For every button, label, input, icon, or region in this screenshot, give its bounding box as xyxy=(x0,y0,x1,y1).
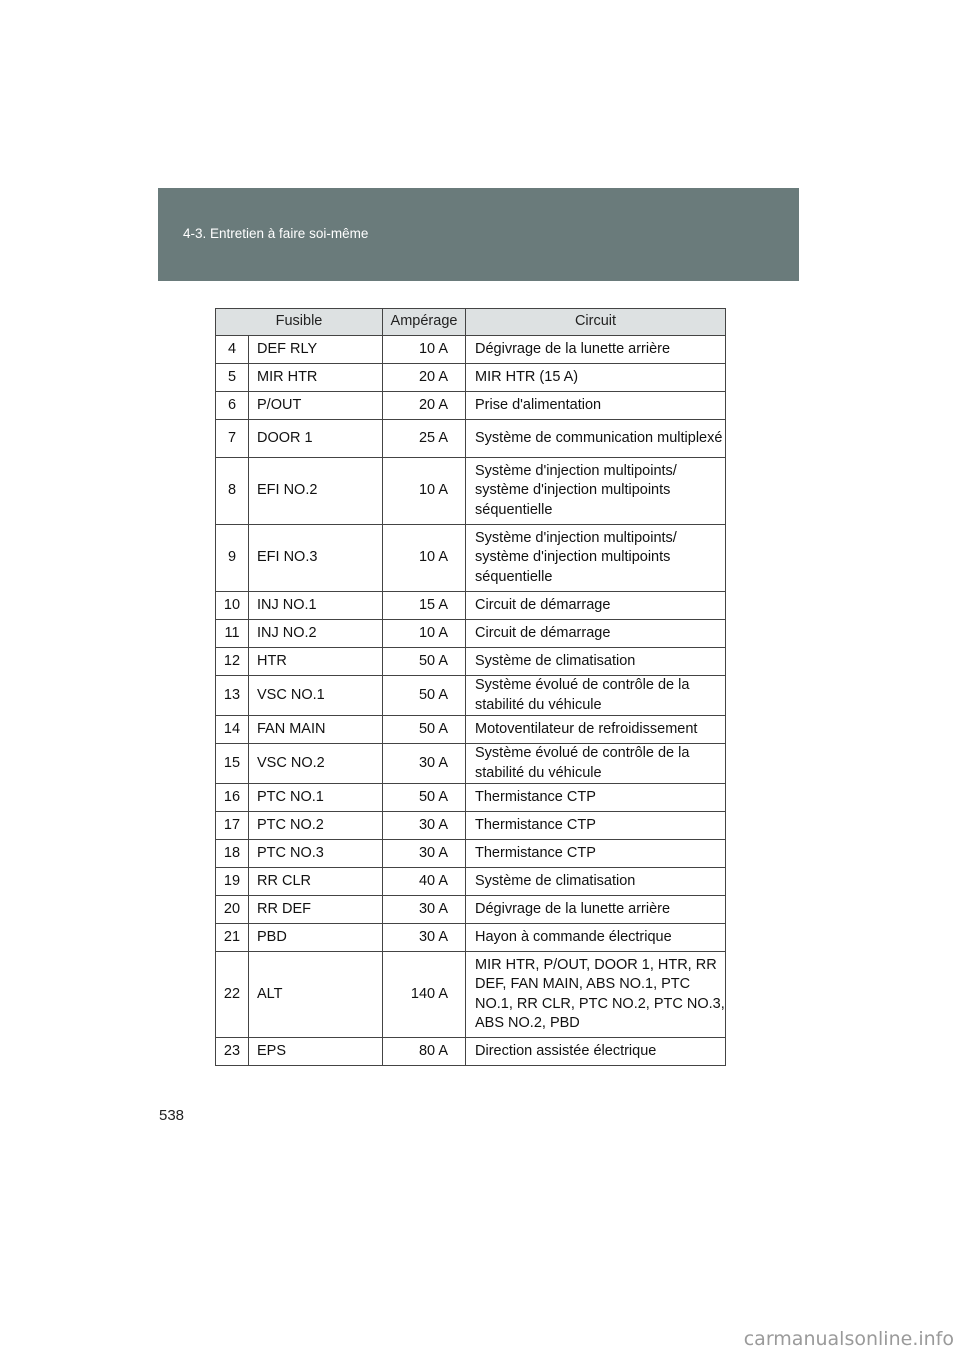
table-row xyxy=(216,868,726,896)
table-row xyxy=(216,620,726,648)
fuse-number-cell: 20 xyxy=(216,896,249,924)
fuse-name-cell: PTC NO.1 xyxy=(249,784,383,812)
circuit-cell: Système de climatisation xyxy=(466,868,726,896)
table-row xyxy=(216,896,726,924)
circuit-cell: MIR HTR, P/OUT, DOOR 1, HTR, RR DEF, FAN MAIN, ABS NO.1, PTC NO.1, RR CLR, PTC NO.2, PTC NO.3, ABS NO.2, PBD xyxy=(466,952,726,1038)
circuit-cell: Prise d'alimentation xyxy=(466,392,726,420)
section-title: 4-3. Entretien à faire soi-même xyxy=(183,226,369,241)
table-row xyxy=(216,592,726,620)
fuse-name-cell: VSC NO.1 xyxy=(249,676,383,716)
circuit-cell: Circuit de démarrage xyxy=(466,592,726,620)
table-row xyxy=(216,420,726,458)
fuse-number-cell: 10 xyxy=(216,592,249,620)
fuse-name-cell: DOOR 1 xyxy=(249,420,383,458)
circuit-cell: Motoventilateur de refroidissement xyxy=(466,716,726,744)
circuit-cell: Système évolué de contrôle de la stabilité du véhicule xyxy=(466,744,726,784)
table-row xyxy=(216,812,726,840)
amperage-cell: 30 A xyxy=(383,924,466,952)
fuse-name-cell: VSC NO.2 xyxy=(249,744,383,784)
fuse-name-cell: INJ NO.2 xyxy=(249,620,383,648)
amperage-cell: 140 A xyxy=(383,952,466,1038)
table-row xyxy=(216,364,726,392)
table-row xyxy=(216,784,726,812)
watermark: carmanualsonline.info xyxy=(743,1328,954,1350)
circuit-cell: Dégivrage de la lunette arrière xyxy=(466,336,726,364)
column-header-fuse: Fusible xyxy=(216,309,383,336)
fuse-number-cell: 12 xyxy=(216,648,249,676)
column-header-amperage: Ampérage xyxy=(383,309,466,336)
table-row xyxy=(216,924,726,952)
circuit-cell: Direction assistée électrique xyxy=(466,1038,726,1066)
amperage-cell: 30 A xyxy=(383,840,466,868)
fuse-number-cell: 16 xyxy=(216,784,249,812)
fuse-name-cell: RR DEF xyxy=(249,896,383,924)
circuit-cell: Système d'injection multipoints/ système d'injection multipoints séquentielle xyxy=(466,525,726,592)
fuse-name-cell: EFI NO.2 xyxy=(249,458,383,525)
circuit-cell: Circuit de démarrage xyxy=(466,620,726,648)
table-row xyxy=(216,716,726,744)
circuit-cell: Système de climatisation xyxy=(466,648,726,676)
circuit-cell: Système de communication multiplexé xyxy=(466,420,726,458)
amperage-cell: 25 A xyxy=(383,420,466,458)
fuse-number-cell: 6 xyxy=(216,392,249,420)
amperage-cell: 30 A xyxy=(383,812,466,840)
fuse-number-cell: 23 xyxy=(216,1038,249,1066)
amperage-cell: 50 A xyxy=(383,676,466,716)
amperage-cell: 40 A xyxy=(383,868,466,896)
circuit-cell: Thermistance CTP xyxy=(466,784,726,812)
fuse-name-cell: DEF RLY xyxy=(249,336,383,364)
fuse-table xyxy=(215,308,726,1066)
fuse-number-cell: 22 xyxy=(216,952,249,1038)
fuse-name-cell: ALT xyxy=(249,952,383,1038)
amperage-cell: 30 A xyxy=(383,896,466,924)
amperage-cell: 20 A xyxy=(383,392,466,420)
fuse-name-cell: RR CLR xyxy=(249,868,383,896)
table-row xyxy=(216,648,726,676)
fuse-number-cell: 18 xyxy=(216,840,249,868)
table-row xyxy=(216,1038,726,1066)
page-number: 538 xyxy=(159,1107,185,1124)
circuit-cell: Thermistance CTP xyxy=(466,840,726,868)
fuse-number-cell: 21 xyxy=(216,924,249,952)
table-row xyxy=(216,952,726,1038)
amperage-cell: 20 A xyxy=(383,364,466,392)
fuse-number-cell: 15 xyxy=(216,744,249,784)
fuse-name-cell: MIR HTR xyxy=(249,364,383,392)
table-row xyxy=(216,525,726,592)
fuse-number-cell: 8 xyxy=(216,458,249,525)
amperage-cell: 50 A xyxy=(383,784,466,812)
table-row xyxy=(216,676,726,716)
amperage-cell: 50 A xyxy=(383,716,466,744)
column-header-circuit: Circuit xyxy=(466,309,726,336)
amperage-cell: 10 A xyxy=(383,336,466,364)
table-row xyxy=(216,744,726,784)
table-header-row xyxy=(216,309,726,336)
circuit-cell: Thermistance CTP xyxy=(466,812,726,840)
fuse-table-body xyxy=(216,336,726,1066)
section-header-band xyxy=(158,188,799,281)
fuse-number-cell: 7 xyxy=(216,420,249,458)
fuse-number-cell: 4 xyxy=(216,336,249,364)
fuse-number-cell: 11 xyxy=(216,620,249,648)
circuit-cell: MIR HTR (15 A) xyxy=(466,364,726,392)
amperage-cell: 10 A xyxy=(383,458,466,525)
table-row xyxy=(216,458,726,525)
fuse-name-cell: HTR xyxy=(249,648,383,676)
amperage-cell: 30 A xyxy=(383,744,466,784)
fuse-name-cell: INJ NO.1 xyxy=(249,592,383,620)
fuse-name-cell: FAN MAIN xyxy=(249,716,383,744)
amperage-cell: 15 A xyxy=(383,592,466,620)
fuse-number-cell: 9 xyxy=(216,525,249,592)
fuse-name-cell: EPS xyxy=(249,1038,383,1066)
table-row xyxy=(216,392,726,420)
fuse-number-cell: 13 xyxy=(216,676,249,716)
amperage-cell: 10 A xyxy=(383,525,466,592)
circuit-cell: Hayon à commande électrique xyxy=(466,924,726,952)
circuit-cell: Système d'injection multipoints/ système d'injection multipoints séquentielle xyxy=(466,458,726,525)
fuse-name-cell: PTC NO.2 xyxy=(249,812,383,840)
fuse-number-cell: 5 xyxy=(216,364,249,392)
fuse-number-cell: 14 xyxy=(216,716,249,744)
fuse-number-cell: 17 xyxy=(216,812,249,840)
fuse-name-cell: P/OUT xyxy=(249,392,383,420)
amperage-cell: 10 A xyxy=(383,620,466,648)
fuse-name-cell: PTC NO.3 xyxy=(249,840,383,868)
fuse-name-cell: PBD xyxy=(249,924,383,952)
fuse-number-cell: 19 xyxy=(216,868,249,896)
table-row xyxy=(216,840,726,868)
circuit-cell: Dégivrage de la lunette arrière xyxy=(466,896,726,924)
amperage-cell: 50 A xyxy=(383,648,466,676)
amperage-cell: 80 A xyxy=(383,1038,466,1066)
table-row xyxy=(216,336,726,364)
fuse-name-cell: EFI NO.3 xyxy=(249,525,383,592)
circuit-cell: Système évolué de contrôle de la stabilité du véhicule xyxy=(466,676,726,716)
